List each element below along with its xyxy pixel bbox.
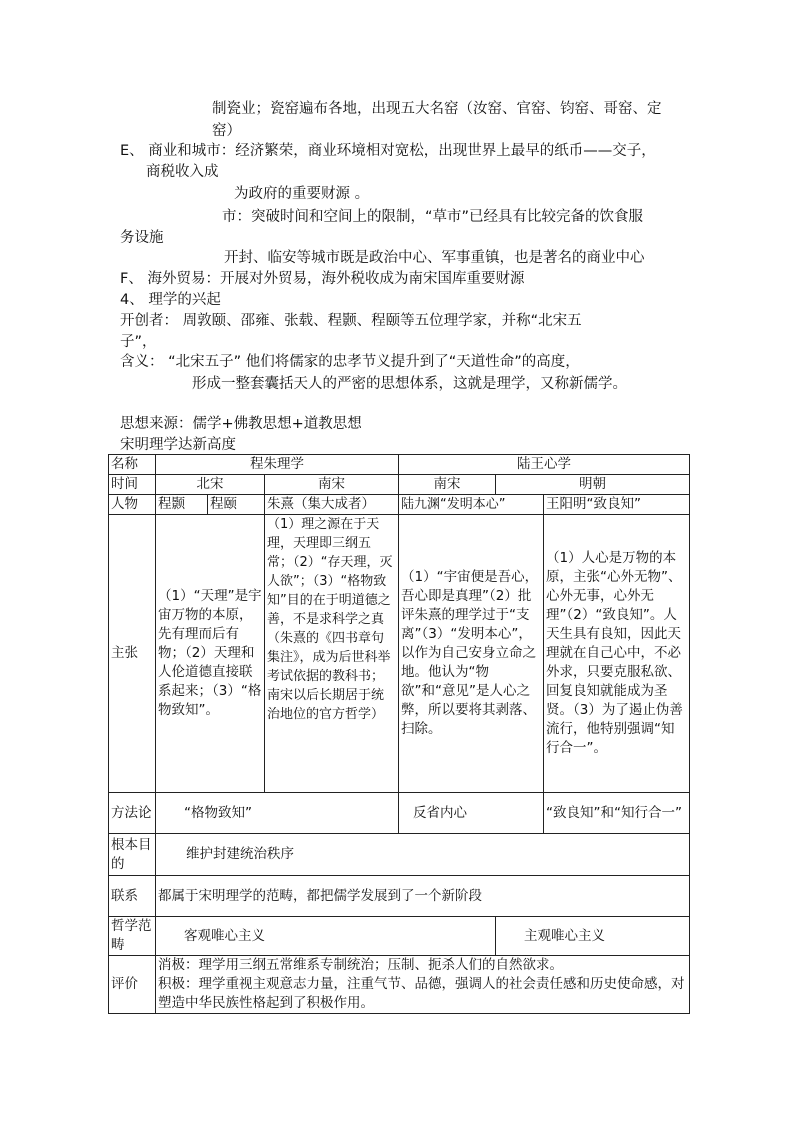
person-chengyi: 程颐 [208, 495, 265, 515]
goal-text: 维护封建统治秩序 [156, 834, 690, 876]
header-chengzhu: 程朱理学 [156, 455, 399, 475]
text-line: 开创者： 周敦颐、邵雍、张载、程颢、程颐等五位理学家，并称“北宋五 [120, 313, 582, 329]
text-line: F、 海外贸易：开展对外贸易，海外税收成为南宋国库重要财源 [120, 271, 525, 287]
claim-beisong: （1）“天理”是宇宙万物的本原，先有理而后有物；（2）天理和人伦道德直接联系起来；（3）“格物致知”。 [156, 515, 265, 793]
header-person: 人物 [109, 495, 156, 515]
person-lu: 陆九渊“发明本心” [399, 495, 544, 515]
text-line: E、 商业和城市：经济繁荣，商业环境相对宽松，出现世界上最早的纸币——交子， [120, 143, 656, 159]
time-nansong-lu: 南宋 [399, 475, 496, 495]
claim-wang: （1）人心是万物的本原，主张“心外无物”、心外无事，心外无理”（2）“致良知”。人天生具有良知，因此天理就在自己心中，不必外求，只要克服私欲、回复良知就能成为圣贤。（3）为了遏止伪善流行，他特别强调“知行合一”。 [544, 515, 690, 793]
evaluation-positive: 积极：理学重视主观意志力量，注重气节、品德，强调人的社会责任感和历史使命感，对塑造中华民族性格起到了积极作用。 [158, 976, 685, 1011]
neo-confucianism-table [108, 454, 690, 1014]
category-subjective: 主观唯心主义 [496, 917, 690, 956]
time-mingchao: 明朝 [496, 475, 690, 495]
header-time: 时间 [109, 475, 156, 495]
time-beisong: 北宋 [156, 475, 265, 495]
method-chengzhu: “格物致知” [156, 793, 399, 834]
method-lu: 反省内心 [399, 793, 544, 834]
method-wang: “致良知”和“知行合一” [544, 793, 690, 834]
link-text: 都属于宋明理学的范畴，都把儒学发展到了一个新阶段 [156, 876, 690, 917]
text-line: 市：突破时间和空间上的限制，“草市”已经具有比较完备的饮食服 [222, 209, 644, 225]
text-line: 务设施 [120, 230, 164, 246]
person-wang: 王阳明“致良知” [544, 495, 690, 515]
claim-lu: （1）“宇宙便是吾心，吾心即是真理”（2）批评朱熹的理学过于“支离”（3）“发明本心”，以作为自己安身立命之地。他认为“物欲”和“意见”是人心之弊，所以要将其剥落、扫除。 [399, 515, 544, 793]
person-zhuxi: 朱熹（集大成者） [265, 495, 399, 515]
person-chenghao: 程颢 [156, 495, 208, 515]
time-nansong: 南宋 [265, 475, 399, 495]
text-line: 子”， [120, 334, 157, 350]
header-luwang: 陆王心学 [399, 455, 690, 475]
text-line: 制瓷业；瓷窑遍布各地，出现五大名窑（汝窑、官窑、钧窑、哥窑、定 [212, 101, 662, 117]
text-line: 思想来源：儒学+佛教思想+道教思想 [120, 416, 362, 432]
header-category: 哲学范畴 [109, 917, 156, 956]
header-link: 联系 [109, 876, 156, 917]
text-line: 商税收入成 [146, 164, 219, 180]
header-claim: 主张 [109, 515, 156, 793]
text-line: 含义： “北宋五子” 他们将儒家的忠孝节义提升到了“天道性命”的高度， [120, 354, 580, 370]
text-line: 窑） [212, 123, 241, 139]
table-caption: 宋明理学达新高度 [120, 437, 236, 453]
header-name: 名称 [109, 455, 156, 475]
text-line: 为政府的重要财源 。 [234, 186, 370, 202]
text-line: 开封、临安等城市既是政治中心、军事重镇，也是著名的商业中心 [224, 250, 645, 266]
header-evaluation: 评价 [109, 956, 156, 1014]
claim-zhuxi: （1）理之源在于天理，天理即三纲五常；（2）“存天理，灭人欲”；（3）“格物致知”目的在于明道德之善，不是求科学之真（朱熹的《四书章句集注》，成为后世科举考试依据的教科书；南宋以后长期居于统治地位的官方哲学） [265, 515, 399, 793]
header-goal: 根本目的 [109, 834, 156, 876]
header-method: 方法论 [109, 793, 156, 834]
evaluation-negative: 消极：理学用三纲五常维系专制统治；压制、扼杀人们的自然欲求。 [158, 957, 563, 973]
text-line: 形成一整套囊括天人的严密的思想体系，这就是理学，又称新儒学。 [192, 376, 627, 392]
category-objective: 客观唯心主义 [156, 917, 496, 956]
section-heading: 4、 理学的兴起 [120, 292, 221, 308]
